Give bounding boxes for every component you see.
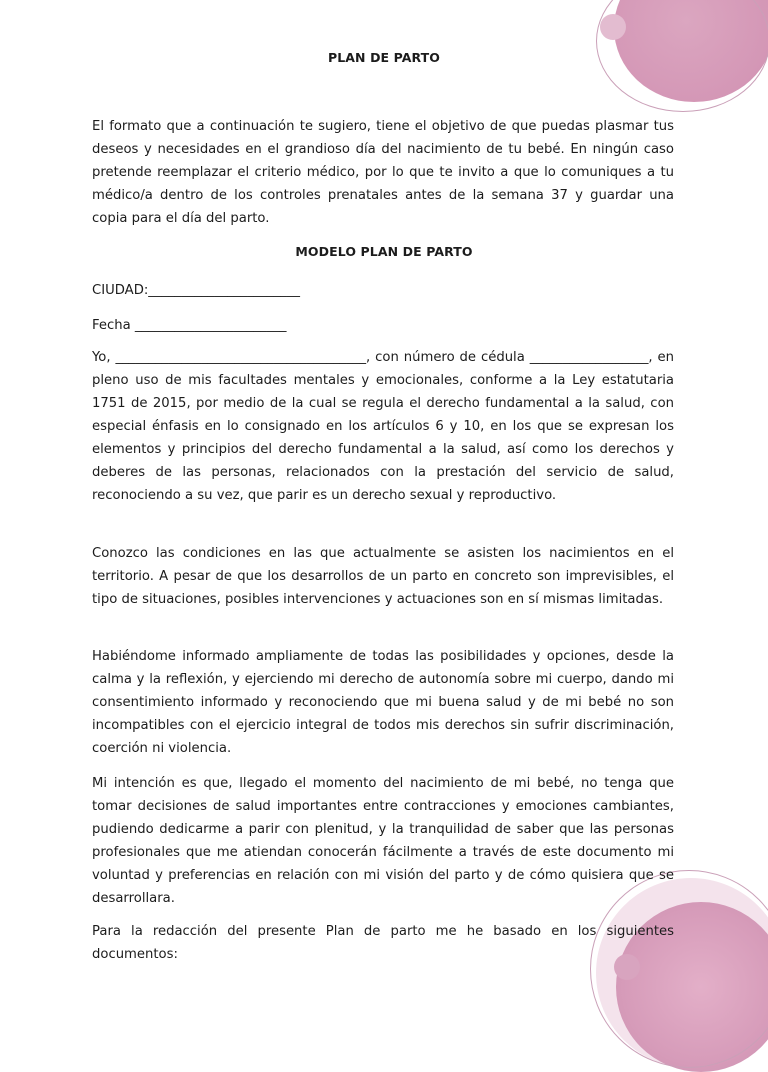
document-title: PLAN DE PARTO (327, 50, 441, 65)
paragraph-condiciones: Conozco las condiciones en las que actualmente se asisten los nacimientos en el territorio. A pesar de que los desarrollos de un parto en concreto son imprevisibles, el tipo de situaciones, posibles intervenciones y actuaciones son en sí mismas limitadas. (92, 546, 674, 607)
fecha-field: Fecha _______________________ (92, 318, 287, 333)
intro-paragraph: El formato que a continuación te sugiero, tiene el objetivo de que puedas plasmar tus deseos y necesidades en el grandioso día del nacimiento de tu bebé. En ningún caso pretende reemplazar el criterio médico, por lo que te invito a que lo comuniques a tu médico/a dentro de los controles prenatales antes de la semana 37 y guardar una copia para el día del parto. (92, 119, 674, 226)
ciudad-field: CIUDAD:_______________________ (92, 283, 300, 298)
paragraph-declaracion: Yo, ______________________________________, con número de cédula __________________, en pleno uso de mis facultades mentales y emocionales, conforme a la Ley estatutaria 1751 de 2015, por medio de la cual se regula el derecho fundamental a la salud, con especial énfasis en lo consignado en los artículos 6 y 10, en los que se expresan los elementos y principios del derecho fundamental a la salud, así como los derechos y deberes de las personas, relacionados con la prestación del servicio de salud, reconociendo a su vez, que parir es un derecho sexual y reproductivo. (92, 350, 674, 503)
paragraph-informado: Habiéndome informado ampliamente de todas las posibilidades y opciones, desde la calma y la reflexión, y ejerciendo mi derecho de autonomía sobre mi cuerpo, dando mi consentimiento informado y reconociendo que mi buena salud y de mi bebé no son incompatibles con el ejercicio integral de todos mis derechos sin sufrir discriminación, coerción ni violencia. (92, 649, 674, 756)
paragraph-intencion: Mi intención es que, llegado el momento del nacimiento de mi bebé, no tenga que tomar decisiones de salud importantes entre contracciones y emociones cambiantes, pudiendo dedicarme a parir con plenitud, y la tranquilidad de saber que las personas profesionales que me atiendan conocerán fácilmente a través de este documento mi voluntad y preferencias en relación con mi visión del parto y de cómo quisiera que se desarrollara. (92, 776, 674, 906)
document-subtitle: MODELO PLAN DE PARTO (295, 244, 473, 259)
paragraph-documentos: Para la redacción del presente Plan de parto me he basado en los siguientes documentos: (92, 924, 674, 962)
